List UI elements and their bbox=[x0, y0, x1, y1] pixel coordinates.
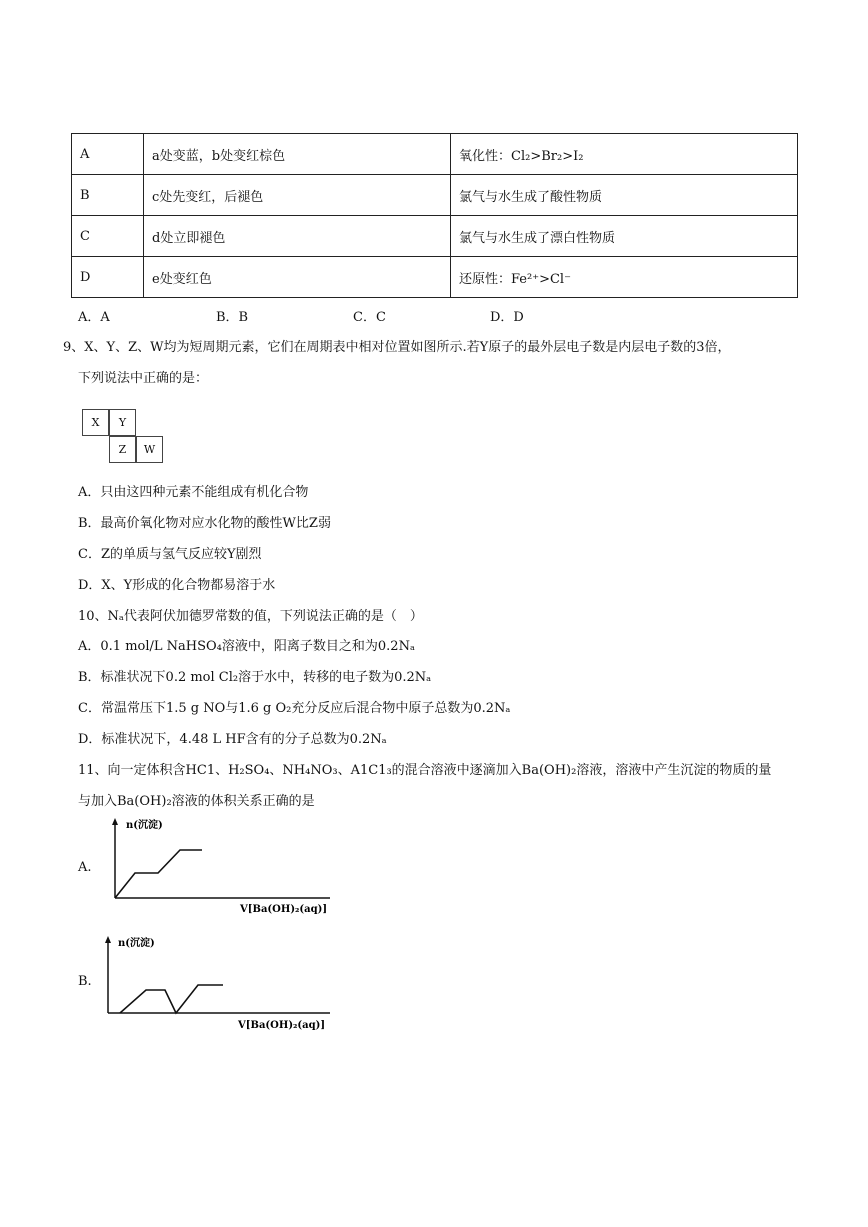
q10-option-a: A．0.1 mol/L NaHSO₄溶液中，阳离子数目之和为0.2Nₐ bbox=[78, 639, 415, 654]
cell-w: W bbox=[136, 436, 163, 463]
graph-b bbox=[100, 930, 340, 1035]
cell-z: Z bbox=[109, 436, 136, 463]
graph-b-curve bbox=[120, 985, 223, 1013]
graph-a-label: A. bbox=[78, 860, 92, 875]
q9-option-a: A．只由这四种元素不能组成有机化合物 bbox=[78, 485, 309, 500]
choice-c: C．C bbox=[353, 310, 386, 325]
choice-b: B．B bbox=[216, 310, 249, 325]
choice-d: D．D bbox=[490, 310, 524, 325]
conclusion-cell: 还原性：Fe²⁺>Cl⁻ bbox=[451, 257, 798, 298]
q11-stem-line1: 11、向一定体积含HC1、H₂SO₄、NH₄NO₃、A1C1₃的混合溶液中逐滴加入Ba(OH)₂溶液，溶液中产生沉淀的物质的量 bbox=[78, 763, 772, 778]
cell-x: X bbox=[82, 409, 109, 436]
graph-a-ylabel: n(沉淀) bbox=[126, 820, 163, 831]
q10-option-c: C．常温常压下1.5 g NO与1.6 g O₂充分反应后混合物中原子总数为0.2Nₐ bbox=[78, 701, 511, 716]
q10-option-d: D．标准状况下，4.48 L HF含有的分子总数为0.2Nₐ bbox=[78, 732, 387, 747]
table-row bbox=[72, 216, 798, 257]
graph-a bbox=[100, 812, 340, 917]
table-row bbox=[72, 134, 798, 175]
q9-option-c: C．Z的单质与氢气反应较Y剧烈 bbox=[78, 547, 262, 562]
option-letter: A bbox=[72, 134, 144, 175]
graph-a-xlabel: V[Ba(OH)₂(aq)] bbox=[240, 904, 328, 915]
phenomenon-cell: a处变蓝，b处变红棕色 bbox=[144, 134, 451, 175]
graph-b-xlabel: V[Ba(OH)₂(aq)] bbox=[238, 1020, 326, 1031]
q11-stem-line2: 与加入Ba(OH)₂溶液的体积关系正确的是 bbox=[78, 794, 315, 809]
graph-b-y-arrow bbox=[105, 936, 111, 943]
table-row bbox=[72, 175, 798, 216]
q10-stem: 10、Nₐ代表阿伏加德罗常数的值，下列说法正确的是（ ） bbox=[78, 609, 423, 624]
table-row bbox=[72, 257, 798, 298]
cell-y: Y bbox=[109, 409, 136, 436]
graph-b-ylabel: n(沉淀) bbox=[118, 938, 155, 949]
q9-option-d: D．X、Y形成的化合物都易溶于水 bbox=[78, 578, 276, 593]
conclusion-cell: 氧化性：Cl₂>Br₂>I₂ bbox=[451, 134, 798, 175]
graph-a-curve bbox=[115, 850, 202, 898]
q9-option-b: B．最高价氧化物对应水化物的酸性W比Z弱 bbox=[78, 516, 331, 531]
option-letter: D bbox=[72, 257, 144, 298]
graph-b-label: B. bbox=[78, 974, 92, 989]
phenomenon-cell: e处变红色 bbox=[144, 257, 451, 298]
conclusion-cell: 氯气与水生成了酸性物质 bbox=[451, 175, 798, 216]
q9-stem-line2: 下列说法中正确的是： bbox=[78, 371, 209, 386]
graph-a-y-arrow bbox=[112, 818, 118, 825]
phenomenon-cell: d处立即褪色 bbox=[144, 216, 451, 257]
choice-a: A．A bbox=[78, 310, 110, 325]
option-letter: B bbox=[72, 175, 144, 216]
q9-stem-line1: 9、X、Y、Z、W均为短周期元素，它们在周期表中相对位置如图所示.若Y原子的最外层电子数是内层电子数的3倍， bbox=[63, 340, 731, 355]
conclusion-cell: 氯气与水生成了漂白性物质 bbox=[451, 216, 798, 257]
option-letter: C bbox=[72, 216, 144, 257]
phenomenon-cell: c处先变红，后褪色 bbox=[144, 175, 451, 216]
options-table bbox=[71, 133, 798, 298]
q10-option-b: B．标准状况下0.2 mol Cl₂溶于水中，转移的电子数为0.2Nₐ bbox=[78, 670, 432, 685]
